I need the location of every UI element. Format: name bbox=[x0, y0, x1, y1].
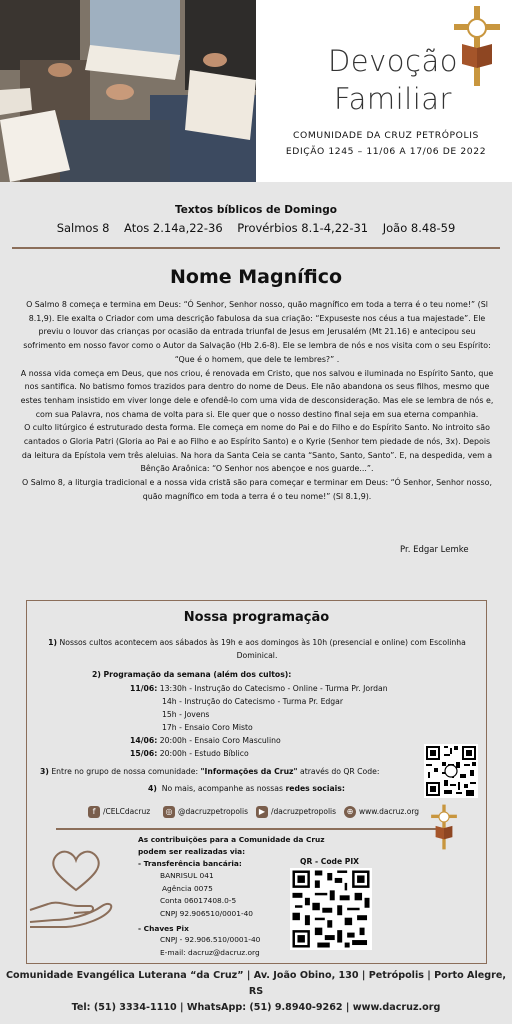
pix-qr-code[interactable] bbox=[290, 868, 372, 950]
item-number: 4) bbox=[148, 784, 157, 793]
article-body bbox=[18, 298, 496, 504]
schedule-text: 20:00h - Estudo Bíblico bbox=[159, 749, 249, 758]
footer-address: Comunidade Evangélica Luterana “da Cruz” | Av. João Obino, 130 | Petrópolis | Porto Alegre, RS bbox=[6, 970, 506, 997]
contrib-intro-line: As contribuições para a Comunidade da Cruz bbox=[138, 835, 325, 844]
schedule-day: 11/06: bbox=[130, 684, 158, 693]
pix-qr-label: QR - Code PIX bbox=[300, 857, 360, 866]
org-name: COMUNIDADE DA CRUZ PETRÓPOLIS bbox=[293, 130, 479, 141]
social-label: /CELCdacruz bbox=[103, 807, 151, 816]
schedule-row bbox=[130, 682, 388, 695]
bank-heading: - Transferência bancária: bbox=[138, 859, 242, 868]
title-line-2: Familiar bbox=[334, 82, 452, 116]
social-label: /dacruzpetropolis bbox=[271, 807, 337, 816]
schedule-text: 20:00h - Ensaio Coro Masculino bbox=[159, 736, 281, 745]
social-label: @dacruzpetropolis bbox=[178, 807, 249, 816]
article-paragraph: A nossa vida começa em Deus, que nos criou, é renovada em Cristo, que nos salvou e iluminada no Espírito Santo, que nos santifica. No batismo fomos trazidos para dentro do nome de Deus. Ele não abandona os seus filhos, mesmo que estes tenham insistido em viver longe dele e ofendê-lo com uma vida de desconsideração. Mas ele se lembra de nós e, com sua Palavra, nos chama de volta para si. Ele quer que o nosso destino final seja em sua eterna companhia. bbox=[20, 368, 494, 419]
social-instagram[interactable] bbox=[163, 804, 248, 820]
schedule-day: 15/06: bbox=[130, 749, 158, 758]
social-facebook[interactable] bbox=[88, 804, 150, 820]
schedule-row bbox=[130, 734, 281, 747]
program-item-1 bbox=[42, 636, 472, 662]
article-paragraph: O Salmo 8 começa e termina em Deus: “Ó Senhor, Senhor nosso, quão magnífico em toda a terra é o teu nome!” (Sl 8.1,9). Ele exalta o Criador com uma descrição fabulosa da sua criação: “Expuseste nos céus a tua majestade”. Ele previu o louvor das crianças por ocasião da entrada triunfal de Jesus em Jerusalém (Mt 21.16) e antecipou seu sofrimento em nosso favor como o Autor da Salvação (Hb 2.6-8). Ele se lembra de nós e nos visita com o seu Espírito: “Que é o homem, que dele te lembres?” . bbox=[23, 300, 491, 364]
program-title: Nossa programação bbox=[183, 610, 330, 625]
article-title: Nome Magnífico bbox=[169, 266, 343, 288]
divider bbox=[12, 247, 500, 249]
whatsapp-group-qr-code[interactable] bbox=[424, 744, 478, 798]
item-bold: redes sociais: bbox=[285, 784, 345, 793]
group-name: "Informações da Cruz" bbox=[200, 767, 298, 776]
program-item-4 bbox=[148, 782, 345, 795]
pix-line: E-mail: dacruz@dacruz.org bbox=[160, 947, 260, 957]
schedule-row: 17h - Ensaio Coro Misto bbox=[162, 723, 253, 732]
organization-info bbox=[266, 128, 506, 160]
schedule-row: 15h - Jovens bbox=[162, 710, 210, 719]
bank-line: BANRISUL 041 bbox=[160, 871, 214, 880]
divider bbox=[56, 828, 438, 830]
bank-line: Conta 06017408.0-5 bbox=[160, 896, 237, 905]
cross-book-logo-small bbox=[430, 804, 458, 854]
article-paragraph: O culto litúrgico é estruturado desta forma. Ele começa em nome do Pai e do Filho e do Espírito Santo. No introito são cantados o Gloria Patri (Gloria ao Pai e ao Filho e ao Espírito Santo) e o Kyrie (Senhor tem piedade de nós, 3x). Depois da leitura da Epístola vem três aleluias. Na hora da Santa Ceia se canta “Santo, Santo, Santo”. E, na despedida, vem a Bênção Araônica: “O Senhor nos abençoe e nos guarde...”. bbox=[21, 423, 493, 474]
bank-line: CNPJ 92.906510/0001-40 bbox=[160, 908, 254, 918]
item-text: Nossos cultos acontecem aos sábados às 19h e aos domingos às 10h (presencial e online) com Escolinha Dominical. bbox=[59, 638, 466, 660]
item-number: 1) bbox=[48, 638, 58, 647]
schedule-text: 13:30h - Instrução do Catecismo - Online - Turma Pr. Jordan bbox=[159, 684, 388, 693]
item-number: 3) bbox=[40, 767, 49, 776]
schedule-row bbox=[130, 747, 249, 760]
item-text: Entre no grupo de nossa comunidade: bbox=[51, 767, 201, 776]
contrib-intro bbox=[138, 834, 325, 858]
article-paragraph: O Salmo 8, a liturgia tradicional e a nossa vida cristã são para começar e terminar em Deus: “Ó Senhor, Senhor nosso, quão magnífico em toda a terra é o teu nome!” (Sl 8.1,9). bbox=[22, 478, 492, 501]
facebook-icon: f bbox=[88, 806, 100, 818]
footer bbox=[0, 968, 512, 1016]
social-website[interactable] bbox=[344, 804, 419, 820]
instagram-icon: ◎ bbox=[163, 806, 175, 818]
pix-heading: - Chaves Pix bbox=[138, 924, 189, 933]
contrib-intro-line: podem ser realizadas via: bbox=[138, 847, 246, 856]
social-youtube[interactable] bbox=[256, 804, 336, 820]
bank-line: Agência 0075 bbox=[162, 883, 213, 893]
bible-readings bbox=[12, 200, 500, 237]
globe-icon: ⊕ bbox=[344, 806, 356, 818]
edition-info: EDIÇÃO 1245 – 11/06 A 17/06 DE 2022 bbox=[285, 146, 487, 157]
pix-line: CNPJ - 92.906.510/0001-40 bbox=[160, 935, 261, 944]
item-text: No mais, acompanhe as nossas bbox=[161, 784, 286, 793]
footer-contact: Tel: (51) 3334-1110 | WhatsApp: (51) 9.8940-9262 | www.dacruz.org bbox=[71, 1002, 441, 1013]
readings-list: Salmos 8 Atos 2.14a,22-36 Provérbios 8.1-4,22-31 João 8.48-59 bbox=[56, 221, 456, 235]
readings-heading: Textos bíblicos de Domingo bbox=[175, 204, 337, 216]
pix-details bbox=[160, 934, 260, 959]
heart-hand-icon bbox=[28, 848, 124, 932]
header bbox=[0, 0, 512, 182]
item-text: através do QR Code: bbox=[297, 767, 380, 776]
program-item-2: 2) Programação da semana (além dos cultos): bbox=[92, 670, 292, 679]
youtube-icon: ▶ bbox=[256, 806, 268, 818]
schedule-row: 14h - Instrução do Catecismo - Turma Pr. Edgar bbox=[162, 697, 344, 706]
header-photo bbox=[0, 0, 256, 182]
social-label: www.dacruz.org bbox=[359, 807, 420, 816]
schedule-day: 14/06: bbox=[130, 736, 158, 745]
bank-details bbox=[160, 870, 253, 920]
article-signature: Pr. Edgar Lemke bbox=[400, 545, 469, 555]
title-line-1: Devoção bbox=[327, 44, 459, 78]
program-item-3 bbox=[40, 765, 379, 778]
page-title bbox=[318, 42, 468, 118]
